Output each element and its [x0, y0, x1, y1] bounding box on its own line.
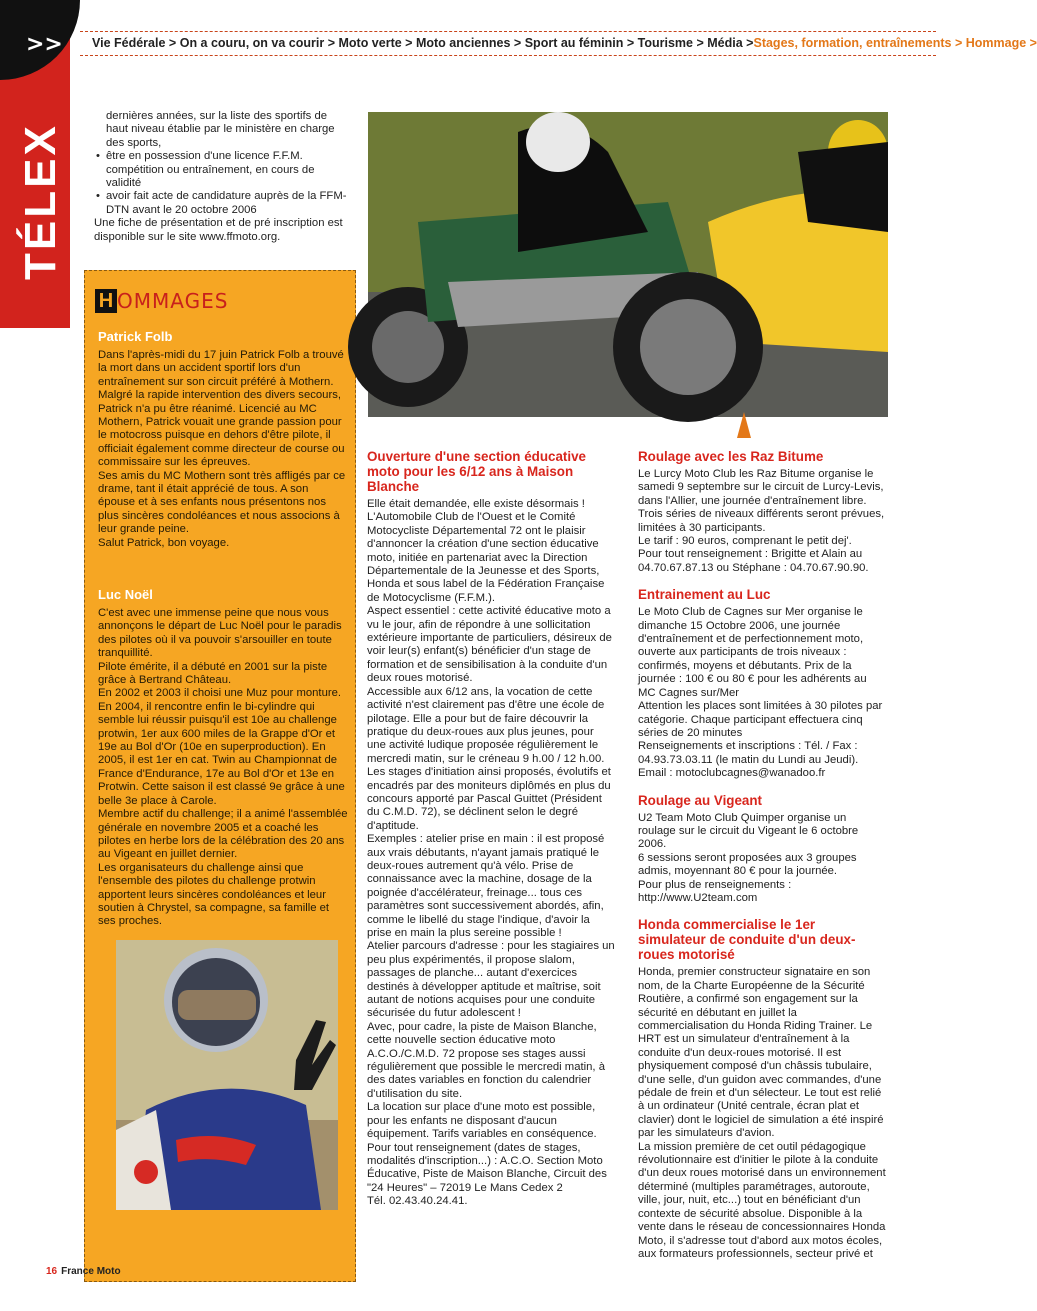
paragraph: Membre actif du challenge; il a animé l'assemblée générale en novembre 2005 et a coaché les pilotes en herbe lors de la célébration des 20 ans au Vigeant en juillet dernier.: [98, 808, 348, 861]
hommage-folb-body: [98, 349, 348, 550]
paragraph: U2 Team Moto Club Quimper organise un roulage sur le circuit du Vigeant le 6 octobre 2006.: [638, 811, 859, 851]
paragraph: Pour tout renseignement (dates de stages, modalités d'inscription...) : A.C.O. Section Moto Éducative, Piste de Maison Blanche, Circuit des "24 Heures" – 72019 Le Mans Cedex 2: [367, 1141, 607, 1194]
email-text: Email : motoclubcagnes@wanadoo.fr: [638, 767, 826, 780]
hommages-title-initial: H: [95, 289, 117, 313]
paragraph: Atelier parcours d'adresse : pour les stagiaires un peu plus expérimentés, il propose slalom, passages de planche... autant d'exercices destinés à développer aptitude et maîtrise, soit autant de notions acquises pour une conduite sécurisée du futur adolescent !: [367, 940, 615, 1020]
paragraph: C'est avec une immense peine que nous vous annonçons le départ de Luc Noël pour le paradis des pilotes où il va pouvoir s'arsouiller en toute tranquillité.: [98, 607, 342, 660]
right-column: [638, 449, 886, 1261]
breadcrumb-rule-top: [80, 31, 936, 32]
breadcrumb: Vie Fédérale > On a couru, on va courir > Moto verte > Moto anciennes > Sport au féminin > Tourisme > Média >Stages, formation, entraînements > Hommage >: [92, 36, 1037, 50]
paragraph: La mission première de cet outil pédagogique révolutionnaire est d'initier le pilote à la conduite d'un deux roues motorisé dans un environnement déterminé (multiples paramétrages, autoroute, ville, jour, nuit, etc...) tout en bénéficiant d'un contexte de sécurité absolue. Disponible à la vente dans le réseau de concessionnaires Honda Moto, il s'adresse tout d'abord aux motos écoles, aux formateurs professionnels, secteur privé et: [638, 1140, 886, 1260]
hommages-title-rest: OMMAGES: [117, 289, 229, 313]
intro-column: [94, 110, 348, 244]
article-title: Ouverture d'une section éducative moto pour les 6/12 ans à Maison Blanche: [367, 449, 586, 494]
paragraph: Accessible aux 6/12 ans, la vocation de cette activité n'est clairement pas d'être une école de pilotage. Elle a pour but de faire découvrir la pratique du deux-roues aux plus jeunes, pour une activité ludique proposée régulièrement le mercredi matin, sur le créneau 9 h.00 / 12 h.00.: [367, 685, 605, 765]
breadcrumb-item-active[interactable]: Hommage: [965, 36, 1027, 50]
paragraph: Avec, pour cadre, la piste de Maison Blanche, cette nouvelle section éducative moto A.C.O./C.M.D. 72 propose ses stages aussi régulièrement que possible le mercredi matin, à des dates variables en fonction du calendrier d'utilisation du site.: [367, 1020, 605, 1100]
breadcrumb-item[interactable]: Moto anciennes: [415, 36, 511, 50]
paragraph: Renseignements et inscriptions : Tél. / Fax : 04.93.73.03.11 (le matin du Lundi au Jeudi).: [638, 740, 859, 766]
paragraph: Le Moto Club de Cagnes sur Mer organise le dimanche 15 Octobre 2006, une journée d'entraînement et de perfectionnement moto, ouverte aux participants de trois niveaux : confirmés, moyens et débutants. Prix de la journée : 100 € ou 80 € pour les adhérents au MC Cagnes sur/Mer: [638, 606, 867, 699]
breadcrumb-item[interactable]: Moto verte: [338, 36, 402, 50]
paragraph: Les organisateurs du challenge ainsi que l'ensemble des pilotes du challenge protwin apportent leurs sincères condoléances et leur soutien à Chrystel, sa compagne, sa famille et ses proches.: [98, 861, 330, 928]
article-title: Roulage avec les Raz Bitume: [638, 449, 824, 464]
publication-name: France Moto: [61, 1266, 121, 1277]
breadcrumb-item[interactable]: Vie Fédérale: [92, 36, 166, 50]
article-title: Roulage au Vigeant: [638, 792, 763, 808]
paragraph: Aspect essentiel : cette activité éducative moto a vu le jour, afin de répondre à une sollicitation extérieure importante de particuliers, désireux de voir leur(s) enfant(s) bénéficier d'un stage de formation et de sensibilisation à la conduite d'un deux roues motorisé.: [367, 605, 612, 685]
breadcrumb-rule-bottom: [80, 55, 936, 56]
intro-closing: Une fiche de présentation et de pré inscription est disponible sur le site www.ffmoto.org.: [94, 217, 343, 243]
rider-portrait-photo: [116, 940, 338, 1210]
paragraph: Exemples : atelier prise en main : il est proposé aux vrais débutants, n'ayant jamais pratiqué le deux-roues autrement qu'à vélo. Prise de connaissance avec la machine, dosage de la poignée d'accélérateur, freinage... tous ces paramètres sont successivement abordés, afin, comme le libellé du stage l'indique, d'avoir la prise en main la plus sereine possible !: [367, 833, 605, 939]
article-title: Honda commercialise le 1er simulateur de conduite d'un deux-roues motorisé: [638, 917, 856, 963]
paragraph: Pour plus de renseignements : http://www.U2team.com: [638, 878, 792, 904]
article-maison-blanche: [367, 449, 615, 1209]
paragraph: La location sur place d'une moto est possible, pour les enfants ne disposant d'aucun équipement. Tarifs variables en conséquence.: [367, 1101, 597, 1141]
criteria-list: [94, 150, 348, 217]
paragraph: Honda, premier constructeur signataire en son nom, de la Charte Européenne de la Sécurité Routière, a confirmé son engagement sur la sécurité en débutant en juillet la commercialisation du Honda Riding Trainer. Le HRT est un simulateur d'entraînement à la conduite d'un deux-roues motorisé. Il est physiquement composé d'un châssis tubulaire, d'une selle, d'un guidon avec commandes, d'une pédale de frein et d'un sélecteur. Le tout est relié à un ordinateur (Unité centrale, écran plat et clavier) dont le logiciel de simulation a été inspiré par les simulateurs d'avion.: [638, 966, 884, 1140]
article-title: Entrainement au Luc: [638, 587, 771, 603]
paragraph: Salut Patrick, bon voyage.: [98, 536, 230, 549]
breadcrumb-item[interactable]: Tourisme: [637, 36, 693, 50]
paragraph: Ses amis du MC Mothern sont très affligés par ce drame, tant il était apprécié de tous. A son épouse et à ses enfants nous présentons nos plus sincères condoléances et nous associons à leur grande peine.: [98, 469, 346, 536]
paragraph: Le tarif : 90 euros, comprenant le petit dej'.: [638, 535, 852, 548]
page-number: 16: [46, 1266, 58, 1277]
paragraph: Elle était demandée, elle existe désormais ! L'Automobile Club de l'Ouest et le Comité Motocycliste Départemental 72 ont le plaisir d'annoncer la création d'une section éducative moto, initiée en partenariat avec la Direction Départementale de la Jeunesse et des Sports, Honda et sous label de la Fédération Française de Motocyclisme (F.F.M.).: [367, 498, 605, 604]
track-photo: [368, 112, 888, 417]
paragraph: Les stages d'initiation ainsi proposés, évolutifs et encadrés par des moniteurs diplômés en plus du concours apporté par Pascal Guittet (Président du C.M.D. 72), se déclinent selon le degré d'aptitude.: [367, 766, 611, 832]
breadcrumb-item[interactable]: Média: [707, 36, 743, 50]
paragraph: Dans l'après-midi du 17 juin Patrick Folb a trouvé la mort dans un accident sportif lors d'un entraînement sur son circuit préféré à Mothern. Malgré la rapide intervention des divers secours, Patrick n'a pu être réanimé. Licencié au MC Mothern, Patrick vouait une grande passion pour le motocross puisque en dehors d'être pilote, il officiait également comme directeur de course ou commissaire sur les épreuves.: [98, 349, 345, 469]
telex-side-tab: [0, 0, 70, 328]
paragraph: Pilote émérite, il a débuté en 2001 sur la piste grâce à Bertrand Château.: [98, 660, 328, 687]
paragraph: En 2002 et 2003 il choisi une Muz pour monture. En 2004, il rencontre enfin le bi-cylindre qui semble lui réussir puisqu'il est 10e au challenge protwin, 1er aux 600 miles de la Grappe d'Or et 19e au Bol d'Or (10e en superproduction). En 2005, il est 1er en cat. Twin au Championnat de France d'Endurance, 17e au Bol d'Or et 13e en Protwin. Cette saison il est classé 9e grâce à une belle 3e place à Carole.: [98, 687, 345, 807]
intro-text: dernières années, sur la liste des sportifs de haut niveau établie par le ministère en charge des sports,: [106, 110, 335, 149]
double-chevron-icon: >>: [26, 32, 63, 57]
hommage-name: Patrick Folb: [98, 329, 173, 344]
breadcrumb-item-active[interactable]: Stages, formation, entraînements: [753, 36, 952, 50]
hommage-noel-body: [98, 607, 348, 929]
photo-pointer-icon: [737, 412, 751, 438]
paragraph: Tél. 02.43.40.24.41.: [367, 1195, 468, 1208]
paragraph: Attention les places sont limitées à 30 pilotes par catégorie. Chaque participant effectuera cinq séries de 20 minutes: [638, 700, 883, 739]
breadcrumb-item[interactable]: Sport au féminin: [524, 36, 624, 50]
list-item: • avoir fait acte de candidature auprès de la FFM-DTN avant le 20 octobre 2006: [106, 190, 348, 217]
paragraph: 6 sessions seront proposées aux 3 groupes admis, moyennant 80 € pour la journée.: [638, 851, 857, 878]
telex-label: TÉLEX: [16, 123, 65, 280]
paragraph: Pour tout renseignement : Brigitte et Alain au 04.70.67.87.13 ou Stéphane : 04.70.67.90.90.: [638, 548, 869, 574]
page-footer: [46, 1266, 121, 1277]
breadcrumb-item[interactable]: On a couru, on va courir: [179, 36, 325, 50]
list-item: • être en possession d'une licence F.F.M. compétition ou entraînement, en cours de validité: [106, 150, 348, 190]
paragraph: Le Lurcy Moto Club les Raz Bitume organise le samedi 9 septembre sur le circuit de Lurcy-Levis, dans l'Allier, une journée d'entraînement libre. Trois séries de niveaux différents seront prévues, limitées à 30 participants.: [638, 468, 885, 534]
hommages-title: [95, 289, 228, 315]
hommage-name: Luc Noël: [98, 587, 153, 602]
